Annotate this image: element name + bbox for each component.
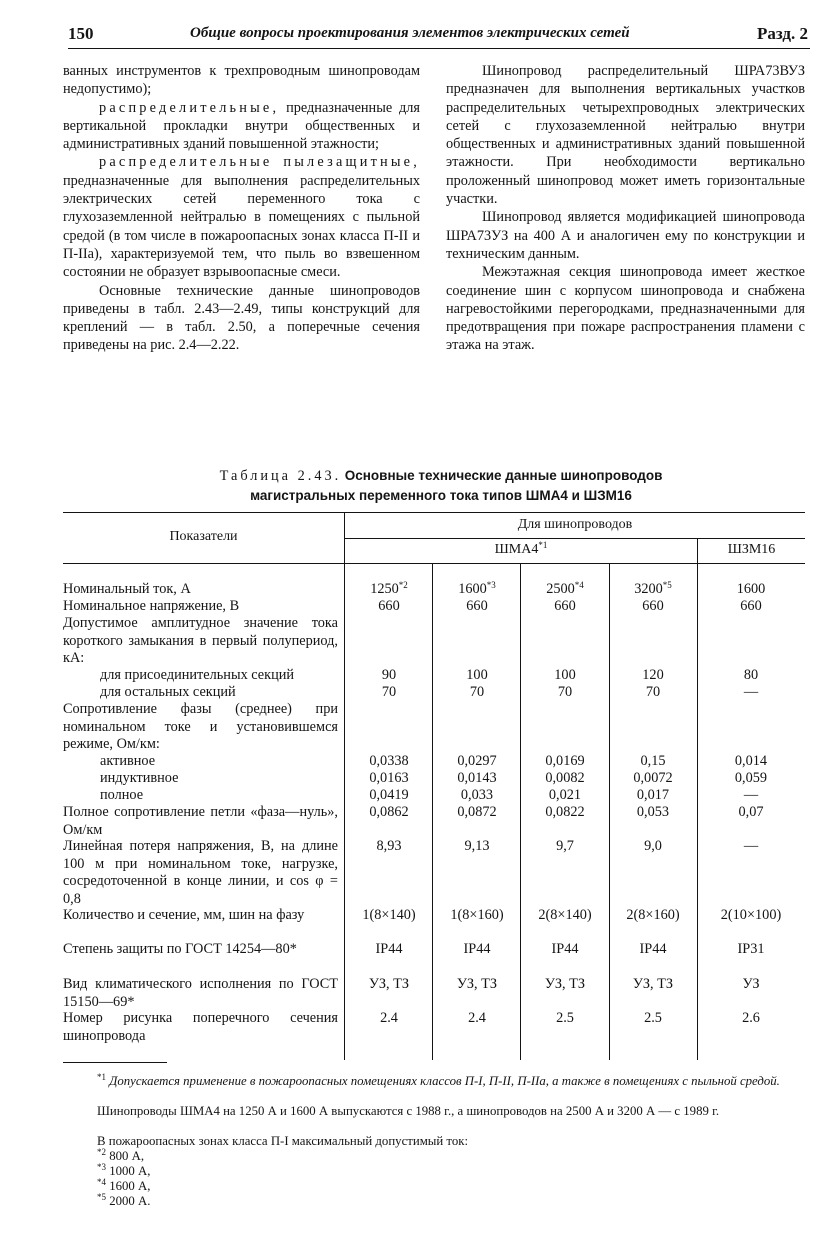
- table-cell: 660: [642, 598, 664, 614]
- table-cell: 9,0: [644, 838, 662, 854]
- table-cell: 0,014: [734, 753, 768, 769]
- table-column-rule: [432, 563, 433, 1060]
- table-cell: 2.4: [468, 1010, 486, 1026]
- table-cell: 660: [740, 598, 762, 614]
- row-label: Полное сопротивление петли «фаза—нуль», Ом/км: [63, 804, 338, 838]
- paragraph-text: предназначенные для выполнения распределительных электрических сетей переменного тока с глухозаземленной нейтралью в помещениях с пыльной средой (в том числе в пожароопасных зонах класса П-II и П-IIа), характеризуемой тем, что пыль во взвешенном состоянии не образует взрывоопасные смеси.: [63, 172, 420, 281]
- footnote-item: [97, 1194, 150, 1209]
- table-cell: [346, 581, 432, 599]
- header-group: Для шинопроводов: [517, 517, 633, 532]
- table-cell: 0,017: [636, 787, 670, 803]
- row-label: Количество и сечение, мм, шин на фазу: [63, 907, 305, 923]
- table-cell: 660: [466, 598, 488, 614]
- table-title-line1: Основные технические данные шинопроводов: [344, 468, 663, 483]
- row-label: Линейная потеря напряжения, В, на длине 100 м при номинальном токе, нагрузке, сосредоточенной в конце линии, и cos φ = 0,8: [63, 838, 338, 907]
- table-cell: 0,0822: [545, 804, 585, 820]
- table-cell: IP44: [463, 941, 491, 957]
- table-cell: 2.5: [556, 1010, 574, 1026]
- table-header-mid-rule: [344, 538, 805, 539]
- table-cell: 2(8×160): [626, 907, 680, 923]
- cell-value: 1600: [458, 581, 487, 597]
- table-cell: 120: [642, 667, 664, 683]
- footnote-text: 2000 А.: [109, 1194, 151, 1208]
- running-header: [68, 22, 810, 49]
- footnote-mark: *1: [538, 540, 548, 550]
- cell-value: 1600: [736, 581, 766, 597]
- footnote-text: 1600 А,: [109, 1179, 151, 1193]
- row-label: активное: [100, 753, 156, 769]
- table-cell: 0,0297: [457, 753, 497, 769]
- table-cell: 0,0169: [545, 753, 585, 769]
- table-cell: 0,0872: [457, 804, 497, 820]
- table-cell: 0,021: [548, 787, 582, 803]
- table-cell: 0,0082: [545, 770, 585, 786]
- footnote-mark: *4: [97, 1177, 106, 1187]
- spaced-term: распределительные пылезащитные,: [99, 154, 420, 171]
- table-cell: 100: [554, 667, 576, 683]
- paragraph-text: предназначенные для вертикальной прокладки внутри общественных и административных зданий повышенной этажности;: [63, 99, 420, 153]
- paragraph: Межэтажная секция шинопровода имеет жесткое соединение шин с корпусом шинопровода и снабжена нагревостойкими перегородками, предназначенными для предотвращения при пожаре распространения пламени с этажа на этаж.: [446, 264, 805, 354]
- table-cell: 8,93: [376, 838, 402, 854]
- table-cell: 90: [381, 667, 397, 683]
- table-cell: 0,07: [738, 804, 764, 820]
- table-cell: 70: [557, 684, 573, 700]
- section-label: Разд. 2: [756, 24, 808, 43]
- row-label: индуктивное: [100, 770, 179, 786]
- table-column-rule: [344, 512, 345, 1060]
- table-cell: 0,15: [640, 753, 666, 769]
- footnote-text: 1000 А,: [109, 1164, 151, 1178]
- table-cell: —: [743, 684, 759, 700]
- footnote-mark: *4: [574, 580, 584, 590]
- paragraph: Шинопровод является модификацией шинопровода ШРА73УЗ на 400 А и аналогичен ему по конструкции и техническим данным.: [446, 209, 805, 262]
- table-cell: [434, 581, 520, 599]
- table-cell: 2(10×100): [720, 907, 782, 923]
- table-cell: 660: [554, 598, 576, 614]
- table-cell: УЗ: [742, 976, 760, 992]
- table-column-rule: [697, 538, 698, 1060]
- row-label: Степень защиты по ГОСТ 14254—80*: [63, 941, 297, 957]
- table-cell: [708, 581, 794, 599]
- table-top-rule: [63, 512, 805, 513]
- footnote: [63, 1074, 805, 1089]
- table-label: Таблица 2.43.: [219, 468, 342, 484]
- table-cell: 0,0338: [369, 753, 409, 769]
- spaced-term: распределительные,: [99, 99, 280, 116]
- footnote-text: 800 А,: [109, 1149, 145, 1163]
- table-cell: 1(8×160): [450, 907, 504, 923]
- table-cell: УЗ, ТЗ: [544, 976, 586, 992]
- row-label: для остальных секций: [100, 684, 236, 700]
- table-cell: —: [743, 838, 759, 854]
- table-title-line2: магистральных переменного тока типов ШМА4 и ШЗМ16: [250, 488, 632, 503]
- table-cell: [610, 581, 696, 599]
- row-label: Номер рисунка поперечного сечения шинопровода: [63, 1010, 338, 1044]
- footnote: Шинопроводы ШМА4 на 1250 А и 1600 А выпускаются с 1988 г., а шинопроводов на 2500 А и 3200 А — с 1989 г.: [97, 1104, 720, 1118]
- footnote: В пожароопасных зонах класса П-I максимальный допустимый ток:: [97, 1134, 469, 1148]
- table-cell: [522, 581, 608, 599]
- table-cell: УЗ, ТЗ: [368, 976, 410, 992]
- table-cell: 660: [378, 598, 400, 614]
- row-label: Номинальное напряжение, В: [63, 598, 240, 614]
- table-column-rule: [520, 563, 521, 1060]
- table-cell: 100: [466, 667, 488, 683]
- row-label: Допустимое амплитудное значение тока короткого замыкания в первый полупериод, кА:: [63, 615, 338, 667]
- table-cell: IP44: [375, 941, 403, 957]
- row-label: Вид климатического исполнения по ГОСТ 15150—69*: [63, 976, 338, 1010]
- cell-value: 3200: [634, 581, 663, 597]
- right-text-column: [446, 62, 805, 355]
- page-number: 150: [68, 24, 94, 43]
- footnote-mark: *1: [97, 1072, 106, 1082]
- table-cell: 0,0143: [457, 770, 497, 786]
- table-cell: IP31: [737, 941, 765, 957]
- footnote-mark: *5: [97, 1192, 106, 1202]
- table-cell: 0,0862: [369, 804, 409, 820]
- table-cell: 70: [469, 684, 485, 700]
- header-type1: ШМА4: [494, 542, 539, 557]
- row-label: полное: [100, 787, 144, 803]
- table-cell: 0,0419: [369, 787, 409, 803]
- footnote-rule: [63, 1062, 167, 1063]
- table-cell: 2.6: [742, 1010, 760, 1026]
- table-cell: —: [743, 787, 759, 803]
- table-cell: 2.4: [380, 1010, 398, 1026]
- table-cell: 1(8×140): [362, 907, 416, 923]
- paragraph: Основные технические данные шинопроводов приведены в табл. 2.43—2.49, типы конструкций для креплений — в табл. 2.50, а поперечные сечения приведены на рис. 2.4—2.22.: [63, 282, 420, 354]
- table-cell: IP44: [551, 941, 579, 957]
- table-cell: 9,7: [556, 838, 574, 854]
- footnote-mark: *3: [486, 580, 496, 590]
- table-cell: 0,033: [460, 787, 494, 803]
- table-cell: IP44: [639, 941, 667, 957]
- header-indicators: Показатели: [169, 529, 238, 544]
- table-cell: УЗ, ТЗ: [456, 976, 498, 992]
- table-cell: 70: [381, 684, 397, 700]
- table-cell: 80: [743, 667, 759, 683]
- cell-value: 1250: [370, 581, 399, 597]
- table-cell: 9,13: [464, 838, 490, 854]
- footnote-text: Допускается применение в пожароопасных помещениях классов П-I, П-II, П-IIа, а также в помещениях с пыльной средой.: [109, 1074, 780, 1088]
- paragraph: Шинопровод распределительный ШРА73ВУЗ предназначен для выполнения вертикальных участков распределительных четырехпроводных электрических сетей с глухозаземленной нейтралью внутри общественных и административных зданий повышенной этажности. При необходимости вертикально проложенный шинопровод может иметь горизонтальные участки.: [446, 63, 805, 208]
- paragraph: ванных инструментов к трехпроводным шинопроводам недопустимо);: [63, 63, 420, 98]
- table-cell: 2.5: [644, 1010, 662, 1026]
- table-cell: УЗ, ТЗ: [632, 976, 674, 992]
- footnote-mark: *5: [662, 580, 672, 590]
- row-label: Номинальный ток, А: [63, 581, 191, 597]
- table-cell: 0,0072: [633, 770, 673, 786]
- table-caption: [60, 466, 822, 506]
- footnote-mark: *2: [97, 1147, 106, 1157]
- footnote-mark: *3: [97, 1162, 106, 1172]
- paragraph: [63, 99, 420, 154]
- table-header-bottom-rule: [63, 563, 805, 564]
- header-shzm16: ШЗМ16: [727, 542, 776, 557]
- row-label: для присоединительных секций: [100, 667, 295, 683]
- table-cell: 70: [645, 684, 661, 700]
- cell-value: 2500: [546, 581, 575, 597]
- left-text-column: [63, 62, 420, 355]
- running-title: Общие вопросы проектирования элементов электрических сетей: [190, 25, 630, 41]
- header-shma4: [345, 542, 697, 558]
- table-cell: 2(8×140): [538, 907, 592, 923]
- footnote-mark: *2: [398, 580, 408, 590]
- table-cell: 0,053: [636, 804, 670, 820]
- table-cell: 0,059: [734, 770, 768, 786]
- paragraph: [63, 153, 420, 281]
- table-cell: 0,0163: [369, 770, 409, 786]
- row-label: Сопротивление фазы (среднее) при номинальном токе и установившемся режиме, Ом/км:: [63, 701, 338, 753]
